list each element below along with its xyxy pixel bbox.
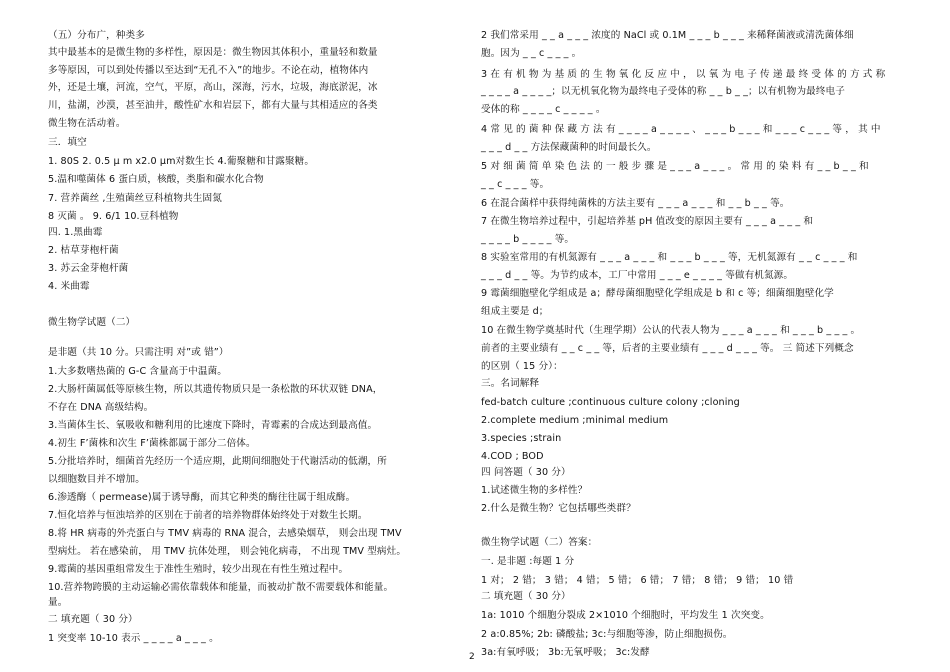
text-line: 的区别（ 15 分）： — [481, 361, 563, 372]
text-line: 川，盐湖，沙漠，甚至油井，酸性矿水和岩层下，都有大量与其相适应的各类 — [48, 100, 378, 111]
text-line: （五）分布广，种类多 — [48, 30, 145, 41]
text-line: 9 霉菌细胞壁化学组成是 a；酵母菌细胞壁化学组成是 b 和 c 等；细菌细胞壁化学 — [481, 288, 834, 299]
text-line: 其中最基本的是微生物的多样性，原因是：微生物因其体积小，重量轻和数量 — [48, 47, 378, 58]
text-line: 7. 营养菌丝 ,生殖菌丝豆科植物共生固氮 — [48, 193, 222, 204]
text-line: 3 在 有 机 物 为 基 质 的 生 物 氧 化 反 应 中 ， 以 氧 为 电 子 传 递 最 终 受 体 的 方 式 称 — [481, 69, 886, 80]
text-line: 1 对； 2 错； 3 错； 4 错； 5 错； 6 错； 7 错； 8 错； 9 错； 10 错 — [481, 575, 794, 586]
text-line: 6.渗透酶（ permease)属于诱导酶，而其它种类的酶往往属于组成酶。 — [48, 492, 356, 503]
text-line: 1.大多数嗜热菌的 G-C 含量高于中温菌。 — [48, 366, 227, 377]
text-line: 10.营养物跨膜的主动运输必需依靠载体和能量，而被动扩散不需要载体和能量。 — [48, 582, 394, 593]
text-line: 1.试述微生物的多样性？ — [481, 485, 588, 496]
text-line: 是非题（共 10 分。只需注明 对”或 错”） — [48, 347, 229, 358]
text-line: 8.将 HR 病毒的外壳蛋白与 TMV 病毒的 RNA 混合，去感染烟草， 则会出现 TMV — [48, 528, 402, 539]
text-line: 4.初生 F’菌株和次生 F’菌株都属于部分二倍体。 — [48, 438, 256, 449]
text-line: 7.恒化培养与恒浊培养的区别在于前者的培养物群体始终处于对数生长期。 — [48, 510, 368, 521]
text-line: 9.霉菌的基因重组常发生于准性生殖时，较少出现在有性生殖过程中。 — [48, 564, 349, 575]
text-line: 10 在微生物学奠基时代（生理学期）公认的代表人物为 _ _ _ a _ _ _ 和 _ _ _ b _ _ _ 。 — [481, 325, 861, 336]
text-line: 胞。因为 _ _ c _ _ _ 。 — [481, 48, 582, 59]
text-line: 微生物学试题（二） — [48, 317, 136, 328]
text-line: 3. 苏云金芽枹杆菌 — [48, 263, 129, 274]
text-line: _ _ _ d _ _ 方法保藏菌种的时间最长久。 — [481, 142, 657, 153]
text-line: 外，还是土壤，河流，空气，平原，高山，深海，污水，垃圾，海底淤泥，冰 — [48, 82, 378, 93]
text-line: 5.分批培养时，细菌首先经历一个适应期，此期间细胞处于代谢活动的低潮，所 — [48, 456, 387, 467]
text-line: 四 问答题（ 30 分） — [481, 467, 571, 478]
text-line: 前者的主要业绩有 _ _ c _ _ 等，后者的主要业绩有 _ _ _ d _ _ _ 等。 三 简述下列概念 — [481, 343, 854, 354]
text-line: 3a:有氧呼吸； 3b:无氧呼吸； 3c:发酵 — [481, 647, 650, 658]
text-line: 4.COD ; BOD — [481, 451, 544, 462]
text-line: 5 对 细 菌 简 单 染 色 法 的 一 般 步 骤 是 _ _ _ a _ _ _ 。 常 用 的 染 料 有 _ _ b _ _ 和 — [481, 161, 869, 172]
text-line: 微生物学试题（二）答案： — [481, 537, 598, 548]
text-line: _ _ c _ _ _ 等。 — [481, 179, 550, 190]
text-line: 4 常 见 的 菌 种 保 藏 方 法 有 _ _ _ _ a _ _ _ _ 、 _ _ _ b _ _ _ 和 _ _ _ c _ _ _ 等 ， 其 中 — [481, 124, 881, 135]
text-line: 3.species ;strain — [481, 433, 562, 444]
text-line: 1. 80S 2. 0.5 μ m x2.0 μm对数生长 4.葡聚糖和甘露聚糖。 — [48, 156, 315, 167]
text-line: 2.什么是微生物？它包括哪些类群？ — [481, 503, 636, 514]
page-number: 2 — [469, 652, 475, 662]
text-line: 组成主要是 d； — [481, 306, 549, 317]
text-line: _ _ _ d _ _ 等。为节约成本，工厂中常用 _ _ _ e _ _ _ _ 等做有机氮源。 — [481, 270, 794, 281]
text-line: 8 灭菌 。 9. 6/1 10.豆科植物 — [48, 211, 179, 222]
text-line: 2. 枯草芽枹杆菌 — [48, 245, 119, 256]
text-line: 2 a:0.85%; 2b: 磷酸盐; 3c:与细胞等渗，防止细胞损伤。 — [481, 629, 733, 640]
text-line: 1 突变率 10-10 表示 _ _ _ _ a _ _ _ 。 — [48, 633, 219, 644]
text-line: 三．填空 — [48, 137, 87, 148]
text-line: 三。名词解释 — [481, 378, 540, 389]
text-line: 二 填充题（ 30 分） — [481, 591, 571, 602]
text-line: 4. 米曲霉 — [48, 281, 90, 292]
text-line: 2.complete medium ;minimal medium — [481, 415, 669, 426]
text-line: 二 填充题（ 30 分） — [48, 614, 138, 625]
text-line: 8 实验室常用的有机氮源有 _ _ _ a _ _ _ 和 _ _ _ b _ _ _ 等，无机氮源有 _ _ c _ _ _ 和 — [481, 252, 858, 263]
text-line: 多等原因，可以到处传播以至达到“无孔不入”的地步。不论在动，植物体内 — [48, 65, 369, 76]
text-line: fed-batch culture ;continuous culture colony ;cloning — [481, 397, 740, 408]
text-line: 2.大肠杆菌属低等原核生物，所以其遗传物质只是一条松散的环状双链 DNA， — [48, 384, 383, 395]
text-line: 型病灶。 若在感染前， 用 TMV 抗体处理， 则会钝化病毒， 不出现 TMV 型病灶。 — [48, 546, 407, 557]
text-line: 1a: 1010 个细胞分裂成 2×1010 个细胞时，平均发生 1 次突变。 — [481, 610, 770, 621]
text-line: 3.当菌体生长、氧吸收和糖利用的比速度下降时，青霉素的合成达到最高值。 — [48, 420, 378, 431]
text-line: 受体的称 _ _ _ _ c _ _ _ _ 。 — [481, 104, 606, 115]
text-line: 5.温和噬菌体 6 蛋白质，核酸，类脂和碳水化合物 — [48, 174, 264, 185]
text-line: 2 我们常采用 _ _ a _ _ _ 浓度的 NaCl 或 0.1M _ _ _ b _ _ _ 来稀释菌液或清洗菌体细 — [481, 30, 854, 41]
text-line: 7 在微生物培养过程中，引起培养基 pH 值改变的原因主要有 _ _ _ a _ _ _ 和 — [481, 216, 814, 227]
text-line: 四. 1.黑曲霉 — [48, 227, 103, 238]
text-line: 一. 是非题 :每题 1 分 — [481, 556, 575, 567]
text-line: 微生物在活动着。 — [48, 118, 126, 129]
text-line: 不存在 DNA 高级结构。 — [48, 402, 154, 413]
text-line: _ _ _ _ a _ _ _ _；以无机氧化物为最终电子受体的称 _ _ b _ _；以有机物为最终电子 — [481, 86, 845, 97]
text-line: 量。 — [48, 597, 68, 608]
text-line: 6 在混合菌样中获得纯菌株的方法主要有 _ _ _ a _ _ _ 和 _ _ b _ _ 等。 — [481, 198, 790, 209]
text-line: _ _ _ _ b _ _ _ _ 等。 — [481, 234, 575, 245]
text-line: 以细胞数目并不增加。 — [48, 474, 145, 485]
